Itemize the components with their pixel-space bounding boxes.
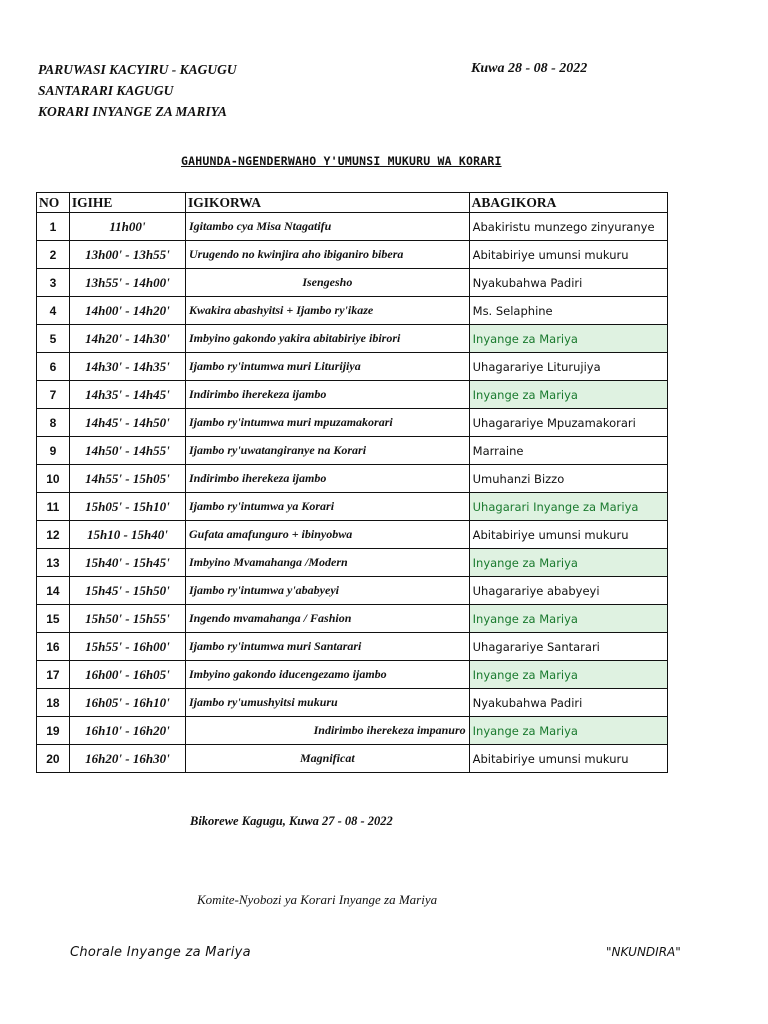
row-activity: Igitambo cya Misa Ntagatifu: [186, 213, 470, 241]
row-time: 15h55' - 16h00': [69, 633, 185, 661]
row-performers: Nyakubahwa Padiri: [469, 269, 667, 297]
row-number: 5: [37, 325, 70, 353]
row-number: 11: [37, 493, 70, 521]
row-time: 14h35' - 14h45': [69, 381, 185, 409]
row-activity: Ijambo ry'intumwa muri Santarari: [186, 633, 470, 661]
table-row: [37, 521, 668, 549]
motto-text: "NKUNDIRA": [606, 945, 681, 959]
table-row: [37, 717, 668, 745]
document-title: GAHUNDA-NGENDERWAHO Y'UMUNSI MUKURU WA KORARI: [181, 154, 502, 168]
row-time: 13h00' - 13h55': [69, 241, 185, 269]
table-header-row: [37, 193, 668, 213]
row-activity: Imbyino gakondo iducengezamo ijambo: [186, 661, 470, 689]
table-row: [37, 493, 668, 521]
row-performers: Inyange za Mariya: [469, 717, 667, 745]
row-number: 14: [37, 577, 70, 605]
row-performers: Marraine: [469, 437, 667, 465]
row-performers: Inyange za Mariya: [469, 605, 667, 633]
row-activity: Imbyino gakondo yakira abitabiriye ibirori: [186, 325, 470, 353]
row-time: 16h05' - 16h10': [69, 689, 185, 717]
row-time: 15h10 - 15h40': [69, 521, 185, 549]
row-performers: Nyakubahwa Padiri: [469, 689, 667, 717]
table-row: [37, 633, 668, 661]
row-number: 1: [37, 213, 70, 241]
row-number: 2: [37, 241, 70, 269]
row-activity: Urugendo no kwinjira aho ibiganiro bibera: [186, 241, 470, 269]
row-time: 16h10' - 16h20': [69, 717, 185, 745]
outstation-name: SANTARARI KAGUGU: [38, 83, 174, 98]
row-number: 7: [37, 381, 70, 409]
row-activity: Ijambo ry'umushyitsi mukuru: [186, 689, 470, 717]
row-time: 14h30' - 14h35': [69, 353, 185, 381]
row-time: 16h00' - 16h05': [69, 661, 185, 689]
row-number: 12: [37, 521, 70, 549]
row-performers: Uhagarariye Liturujiya: [469, 353, 667, 381]
table-row: [37, 689, 668, 717]
row-activity: Ijambo ry'intumwa ya Korari: [186, 493, 470, 521]
table-row: [37, 661, 668, 689]
row-number: 16: [37, 633, 70, 661]
table-row: [37, 381, 668, 409]
row-activity: Gufata amafunguro + ibinyobwa: [186, 521, 470, 549]
row-activity: Indirimbo iherekeza ijambo: [186, 465, 470, 493]
row-time: 14h00' - 14h20': [69, 297, 185, 325]
row-time: 15h45' - 15h50': [69, 577, 185, 605]
row-time: 14h45' - 14h50': [69, 409, 185, 437]
table-row: [37, 325, 668, 353]
row-activity: Magnificat: [186, 745, 470, 773]
table-row: [37, 297, 668, 325]
row-number: 15: [37, 605, 70, 633]
row-activity: Indirimbo iherekeza impanuro: [186, 717, 470, 745]
row-activity: Isengesho: [186, 269, 470, 297]
row-number: 19: [37, 717, 70, 745]
row-activity: Kwakira abashyitsi + Ijambo ry'ikaze: [186, 297, 470, 325]
table-row: [37, 241, 668, 269]
row-number: 9: [37, 437, 70, 465]
row-performers: Uhagarariye Mpuzamakorari: [469, 409, 667, 437]
row-number: 18: [37, 689, 70, 717]
header-activity: IGIKORWA: [186, 193, 470, 213]
table-body: [37, 213, 668, 773]
row-performers: Uhagarari Inyange za Mariya: [469, 493, 667, 521]
made-at-line: Bikorewe Kagugu, Kuwa 27 - 08 - 2022: [190, 814, 393, 828]
choir-name: KORARI INYANGE ZA MARIYA: [38, 104, 227, 119]
row-time: 16h20' - 16h30': [69, 745, 185, 773]
row-performers: Inyange za Mariya: [469, 549, 667, 577]
row-activity: Ijambo ry'uwatangiranye na Korari: [186, 437, 470, 465]
row-number: 4: [37, 297, 70, 325]
row-time: 14h20' - 14h30': [69, 325, 185, 353]
row-time: 13h55' - 14h00': [69, 269, 185, 297]
row-activity: Ingendo mvamahanga / Fashion: [186, 605, 470, 633]
row-time: 14h55' - 15h05': [69, 465, 185, 493]
row-performers: Abitabiriye umunsi mukuru: [469, 745, 667, 773]
row-activity: Ijambo ry'intumwa muri mpuzamakorari: [186, 409, 470, 437]
row-number: 20: [37, 745, 70, 773]
row-number: 17: [37, 661, 70, 689]
row-time: 11h00': [69, 213, 185, 241]
row-activity: Ijambo ry'intumwa muri Liturijiya: [186, 353, 470, 381]
row-activity: Ijambo ry'intumwa y'ababyeyi: [186, 577, 470, 605]
row-performers: Uhagarariye Santarari: [469, 633, 667, 661]
table-row: [37, 549, 668, 577]
row-number: 3: [37, 269, 70, 297]
row-number: 10: [37, 465, 70, 493]
table-row: [37, 409, 668, 437]
table-row: [37, 465, 668, 493]
row-performers: Inyange za Mariya: [469, 325, 667, 353]
row-time: 15h40' - 15h45': [69, 549, 185, 577]
table-row: [37, 437, 668, 465]
table-row: [37, 353, 668, 381]
row-activity: Indirimbo iherekeza ijambo: [186, 381, 470, 409]
row-performers: Abitabiriye umunsi mukuru: [469, 521, 667, 549]
parish-header: [38, 59, 237, 122]
row-performers: Inyange za Mariya: [469, 661, 667, 689]
row-activity: Imbyino Mvamahanga /Modern: [186, 549, 470, 577]
row-number: 8: [37, 409, 70, 437]
document-date: Kuwa 28 - 08 - 2022: [471, 61, 588, 76]
table-row: [37, 605, 668, 633]
committee-signature: Komite-Nyobozi ya Korari Inyange za Mariya: [197, 892, 438, 907]
row-time: 15h05' - 15h10': [69, 493, 185, 521]
row-performers: Uhagarariye ababyeyi: [469, 577, 667, 605]
row-number: 6: [37, 353, 70, 381]
table-row: [37, 213, 668, 241]
table-row: [37, 745, 668, 773]
row-performers: Inyange za Mariya: [469, 381, 667, 409]
row-performers: Abitabiriye umunsi mukuru: [469, 241, 667, 269]
row-time: 14h50' - 14h55': [69, 437, 185, 465]
row-time: 15h50' - 15h55': [69, 605, 185, 633]
row-performers: Umuhanzi Bizzo: [469, 465, 667, 493]
header-performers: ABAGIKORA: [469, 193, 667, 213]
header-no: NO: [37, 193, 70, 213]
row-performers: Abakiristu munzego zinyuranye: [469, 213, 667, 241]
choir-signature: Chorale Inyange za Mariya: [70, 945, 251, 960]
header-time: IGIHE: [69, 193, 185, 213]
table-row: [37, 577, 668, 605]
row-number: 13: [37, 549, 70, 577]
row-performers: Ms. Selaphine: [469, 297, 667, 325]
parish-name: PARUWASI KACYIRU - KAGUGU: [38, 62, 237, 77]
program-table: [36, 192, 668, 773]
table-row: [37, 269, 668, 297]
